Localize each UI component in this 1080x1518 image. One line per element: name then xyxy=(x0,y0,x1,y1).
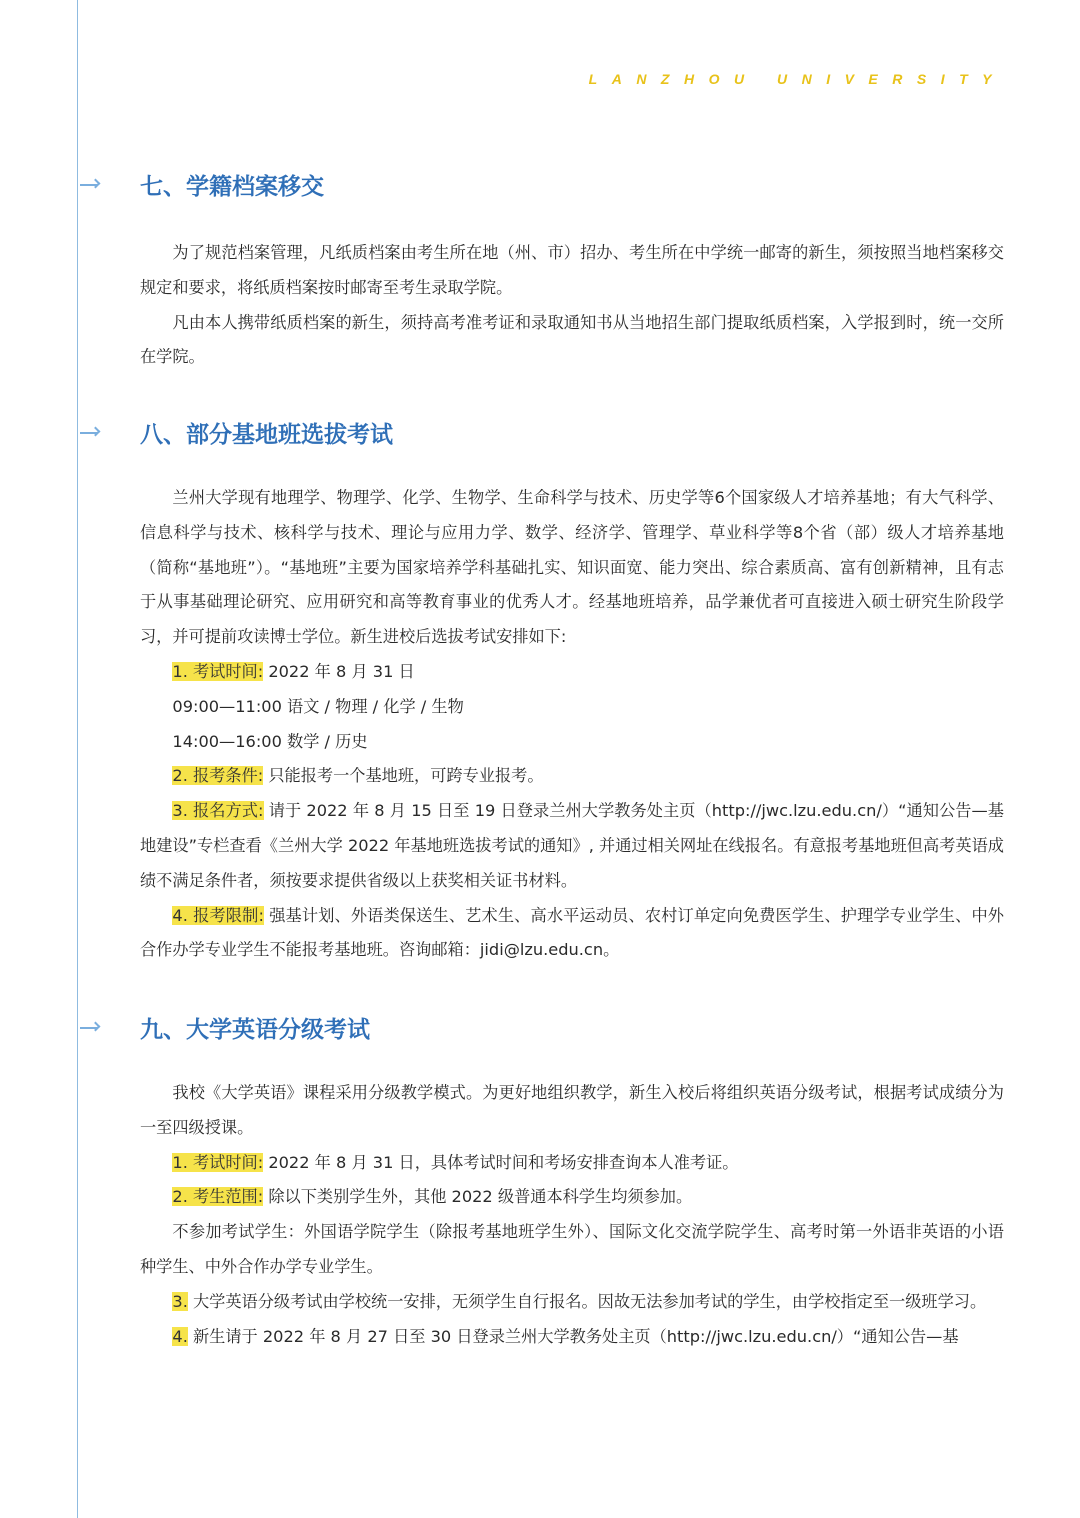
item-text: 除以下类别学生外，其他 2022 级普通本科学生均须参加。 xyxy=(263,1187,693,1207)
highlight-label: 1. 考试时间: xyxy=(172,1152,264,1172)
item-text: 只能报考一个基地班，可跨专业报考。 xyxy=(263,766,544,786)
highlight-label: 3. xyxy=(172,1291,188,1311)
section-heading-8 xyxy=(0,422,1080,452)
list-item xyxy=(140,655,1004,690)
section-title: 七、学籍档案移交 xyxy=(140,174,324,200)
section-title: 九、大学英语分级考试 xyxy=(140,1017,370,1043)
highlight-label: 2. 报考条件: xyxy=(172,766,264,786)
list-item xyxy=(140,1285,1004,1320)
arrow-right-icon xyxy=(80,432,98,434)
list-item xyxy=(140,1146,1004,1181)
highlight-label: 2. 考生范围: xyxy=(172,1187,264,1207)
item-text: 2022 年 8 月 31 日，具体考试时间和考场安排查询本人准考证。 xyxy=(263,1152,739,1172)
paragraph: 我校《大学英语》课程采用分级教学模式。为更好地组织教学，新生入校后将组织英语分级考试，根据考试成绩分为一至四级授课。 xyxy=(140,1083,1004,1137)
section-title: 八、部分基地班选拔考试 xyxy=(140,422,393,448)
paragraph: 为了规范档案管理，凡纸质档案由考生所在地（州、市）招办、考生所在中学统一邮寄的新生，须按照当地档案移交规定和要求，将纸质档案按时邮寄至考生录取学院。 xyxy=(140,243,1004,297)
item-text: 2022 年 8 月 31 日 xyxy=(263,661,415,681)
highlight-label: 4. 报考限制: xyxy=(172,905,264,925)
section-body-7 xyxy=(140,236,1004,375)
section-heading-7 xyxy=(0,174,1080,204)
list-item xyxy=(140,759,1004,794)
arrow-right-icon xyxy=(80,184,98,186)
section-body-9 xyxy=(140,1076,1004,1354)
page-margin-line xyxy=(77,0,78,1518)
list-item xyxy=(140,794,1004,898)
arrow-right-icon xyxy=(80,1027,98,1029)
section-body-8 xyxy=(140,481,1004,968)
university-brand: LANZHOU UNIVERSITY xyxy=(588,71,1006,87)
paragraph: 凡由本人携带纸质档案的新生，须持高考准考证和录取通知书从当地招生部门提取纸质档案，入学报到时，统一交所在学院。 xyxy=(140,312,1004,367)
item-text: 强基计划、外语类保送生、艺术生、高水平运动员、农村订单定向免费医学生、护理学专业学生、中外合作办学专业学生不能报考基地班。咨询邮箱：jidi@lzu.edu.cn。 xyxy=(140,905,1004,960)
paragraph: 兰州大学现有地理学、物理学、化学、生物学、生命科学与技术、历史学等6个国家级人才培养基地；有大气科学、信息科学与技术、核科学与技术、理论与应用力学、数学、经济学、管理学、草业科学等8个省（部）级人才培养基地（简称“基地班”）。“基地班”主要为国家培养学科基础扎实、知识面宽、能力突出、综合素质高、富有创新精神，且有志于从事基础理论研究、应用研究和高等教育事业的优秀人才。经基地班培养，品学兼优者可直接进入硕士研究生阶段学习，并可提前攻读博士学位。新生进校后选拔考试安排如下: xyxy=(140,488,1004,647)
schedule-line: 09:00—11:00 语文 / 物理 / 化学 / 生物 xyxy=(172,696,464,716)
highlight-label: 1. 考试时间: xyxy=(172,661,264,681)
paragraph: 不参加考试学生：外国语学院学生（除报考基地班学生外）、国际文化交流学院学生、高考时第一外语非英语的小语种学生、中外合作办学专业学生。 xyxy=(140,1222,1004,1276)
highlight-label: 4. xyxy=(172,1326,188,1346)
item-text: 大学英语分级考试由学校统一安排，无须学生自行报名。因故无法参加考试的学生，由学校指定至一级班学习。 xyxy=(187,1291,987,1311)
item-text: 新生请于 2022 年 8 月 27 日至 30 日登录兰州大学教务处主页（http://jwc.lzu.edu.cn/）“通知公告—基 xyxy=(187,1326,959,1346)
list-item xyxy=(140,899,1004,969)
list-item xyxy=(140,1320,1004,1355)
section-heading-9 xyxy=(0,1017,1080,1047)
schedule-line: 14:00—16:00 数学 / 历史 xyxy=(172,731,368,751)
list-item xyxy=(140,1180,1004,1215)
item-text: 请于 2022 年 8 月 15 日至 19 日登录兰州大学教务处主页（http://jwc.lzu.edu.cn/）“通知公告—基地建设”专栏查看《兰州大学 2022 年基地班选拔考试的通知》, 并通过相关网址在线报名。有意报考基地班但高考英语成绩不满足条件者，须按要求提供省级以上获奖相关证书材料。 xyxy=(140,801,1004,890)
highlight-label: 3. 报名方式: xyxy=(172,801,264,821)
